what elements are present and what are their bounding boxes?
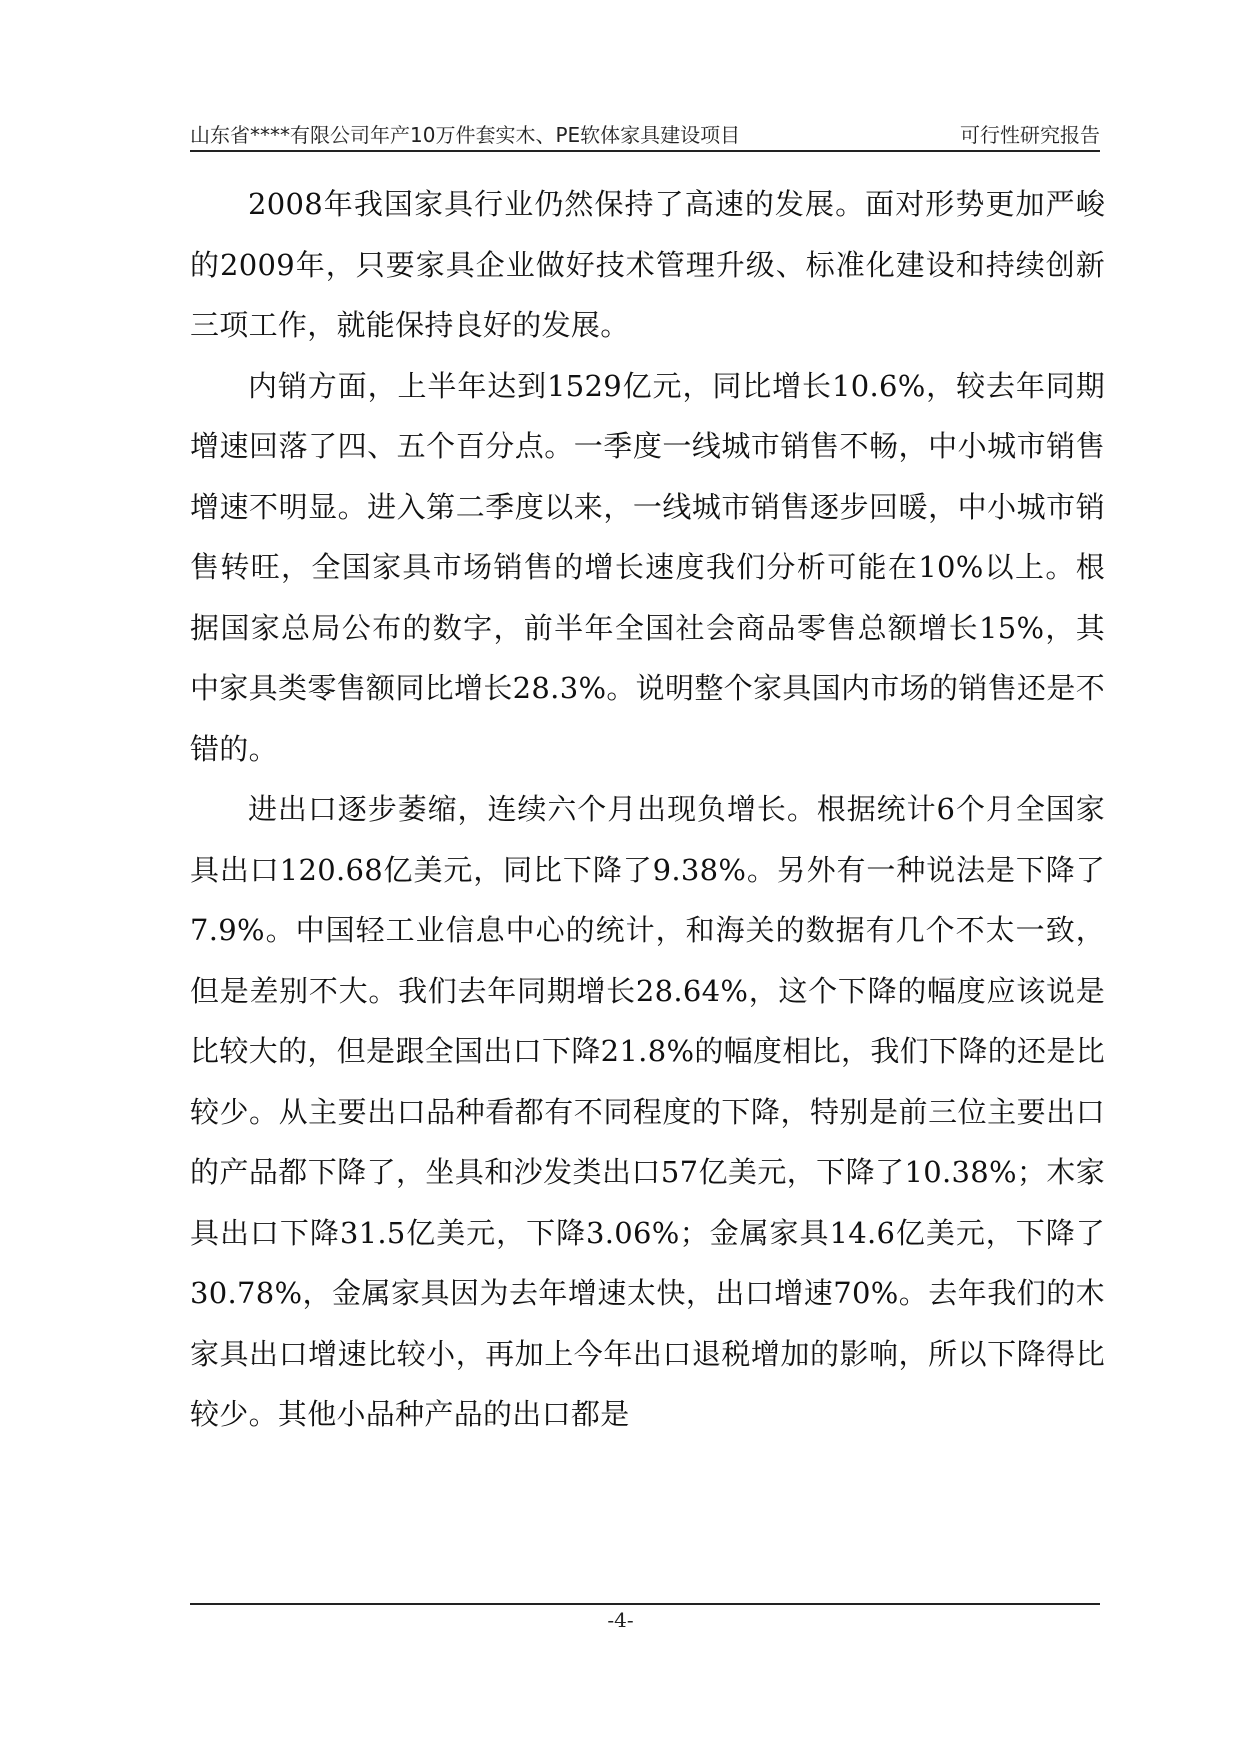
paragraph-industry-overview: 2008年我国家具行业仍然保持了高速的发展。面对形势更加严峻的2009年，只要家具企业做好技术管理升级、标准化建设和持续创新三项工作，就能保持良好的发展。 — [190, 187, 1105, 342]
paragraph-import-export: 进出口逐步萎缩，连续六个月出现负增长。根据统计6个月全国家具出口120.68亿美元，同比下降了9.38%。另外有一种说法是下降了7.9%。中国轻工业信息中心的统计，和海关的数据有几个不太一致，但是差别不大。我们去年同期增长28.64%，这个下降的幅度应该说是比较大的，但是跟全国出口下降21.8%的幅度相比，我们下降的还是比较少。从主要出口品种看都有不同程度的下降，特别是前三位主要出口的产品都下降了，坐具和沙发类出口57亿美元，下降了10.38%；木家具出口下降31.5亿美元，下降3.06%；金属家具14.6亿美元，下降了30.78%，金属家具因为去年增速太快，出口增速70%。去年我们的木家具出口增速比较小，再加上今年出口退税增加的影响，所以下降得比较少。其他小品种产品的出口都是 — [190, 792, 1105, 1431]
header-report-type: 可行性研究报告 — [960, 123, 1100, 147]
header-divider — [190, 150, 1100, 152]
paragraph-domestic-sales: 内销方面，上半年达到1529亿元，同比增长10.6%，较去年同期增速回落了四、五个百分点。一季度一线城市销售不畅，中小城市销售增速不明显。进入第二季度以来，一线城市销售逐步回暖，中小城市销售转旺，全国家具市场销售的增长速度我们分析可能在10%以上。根据国家总局公布的数字，前半年全国社会商品零售总额增长15%，其中家具类零售额同比增长28.3%。说明整个家具国内市场的销售还是不错的。 — [190, 368, 1105, 766]
page-header — [190, 118, 1100, 148]
page-number: -4- — [607, 1608, 634, 1632]
document-body — [190, 174, 1105, 1445]
header-project-title: 山东省****有限公司年产10万件套实木、PE软体家具建设项目 — [190, 123, 741, 147]
footer-divider — [190, 1603, 1100, 1605]
